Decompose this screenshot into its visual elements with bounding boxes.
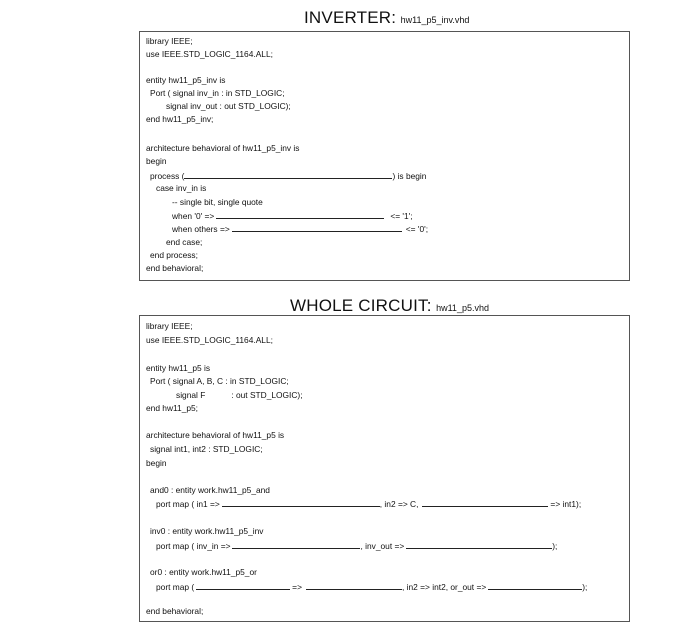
answer-blank[interactable] [488, 581, 582, 590]
code-line: begin [146, 458, 167, 468]
code-line: end process; [150, 250, 198, 260]
code-line: end behavioral; [146, 606, 204, 616]
code-line: Port ( signal A, B, C : in STD_LOGIC; [150, 376, 289, 386]
code-text: => int1); [550, 499, 582, 509]
whole-circuit-filename: hw11_p5.vhd [436, 303, 489, 313]
code-text: when '0' => [172, 211, 215, 221]
code-line: end case; [166, 237, 203, 247]
whole-circuit-code-box [139, 315, 630, 622]
code-line: use IEEE.STD_LOGIC_1164.ALL; [146, 49, 273, 59]
code-line: library IEEE; [146, 36, 193, 46]
code-text: : out STD_LOGIC); [231, 390, 303, 400]
code-text: ); [582, 582, 588, 592]
code-line: end behavioral; [146, 263, 204, 273]
code-line [172, 210, 413, 222]
code-line: or0 : entity work.hw11_p5_or [150, 567, 257, 577]
code-line [156, 581, 587, 593]
inverter-heading [304, 8, 469, 28]
code-text: => [292, 582, 302, 592]
code-line: entity hw11_p5_inv is [146, 75, 226, 85]
whole-circuit-title: WHOLE CIRCUIT: [290, 296, 432, 315]
inverter-code-box [139, 31, 630, 281]
code-text: <= '1'; [390, 211, 413, 221]
code-text: port map ( inv_in => [156, 541, 231, 551]
answer-blank[interactable] [222, 498, 380, 507]
code-text: signal F [176, 390, 206, 400]
answer-blank[interactable] [184, 170, 392, 179]
code-line: and0 : entity work.hw11_p5_and [150, 485, 270, 495]
answer-blank[interactable] [232, 540, 360, 549]
code-line [150, 170, 426, 182]
code-text: process ( [150, 171, 185, 181]
code-line [156, 498, 581, 510]
code-line: architecture behavioral of hw11_p5 is [146, 430, 285, 440]
code-line [172, 223, 428, 235]
code-text: when others => [172, 224, 230, 234]
answer-blank[interactable] [422, 498, 548, 507]
code-line [176, 390, 303, 401]
answer-blank[interactable] [306, 581, 402, 590]
code-text: , in2 => C, [379, 499, 419, 509]
answer-blank[interactable] [216, 210, 384, 219]
code-line: end hw11_p5; [146, 403, 198, 413]
code-line: begin [146, 156, 167, 166]
code-text: ); [552, 541, 558, 551]
code-line: case inv_in is [156, 183, 207, 193]
answer-blank[interactable] [232, 223, 402, 232]
code-text: ) is begin [392, 171, 427, 181]
code-line: inv0 : entity work.hw11_p5_inv [150, 526, 264, 536]
code-line: signal int1, int2 : STD_LOGIC; [150, 444, 263, 454]
inverter-filename: hw11_p5_inv.vhd [400, 15, 470, 25]
code-text: , inv_out => [360, 541, 405, 551]
code-line: entity hw11_p5 is [146, 363, 211, 373]
code-text: port map ( in1 => [156, 499, 220, 509]
code-line: library IEEE; [146, 321, 193, 331]
inverter-title: INVERTER: [304, 8, 397, 27]
code-line: use IEEE.STD_LOGIC_1164.ALL; [146, 335, 273, 345]
code-line [156, 540, 557, 552]
whole-circuit-heading [290, 296, 489, 316]
code-line: architecture behavioral of hw11_p5_inv is [146, 143, 300, 153]
code-text: , in2 => int2, or_out => [401, 582, 487, 592]
code-text: port map ( [156, 582, 195, 592]
answer-blank[interactable] [196, 581, 290, 590]
code-line: Port ( signal inv_in : in STD_LOGIC; [150, 88, 285, 98]
code-text: <= '0'; [405, 224, 429, 234]
code-comment: -- single bit, single quote [172, 197, 263, 207]
code-line: signal inv_out : out STD_LOGIC); [166, 101, 291, 111]
answer-blank[interactable] [406, 540, 552, 549]
code-line: end hw11_p5_inv; [146, 114, 214, 124]
